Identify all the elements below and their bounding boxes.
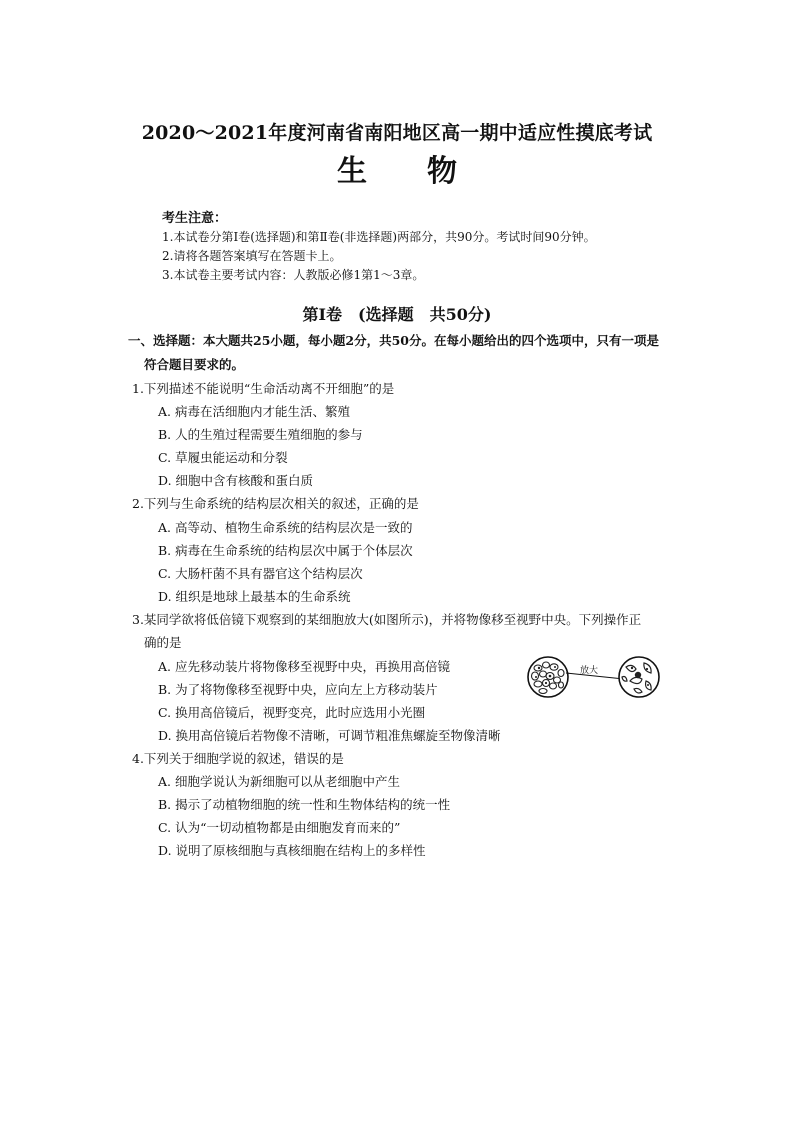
option-a: A. 病毒在活细胞内才能生活、繁殖: [158, 404, 350, 419]
option-d: D. 组织是地球上最基本的生命系统: [158, 589, 351, 604]
exam-title: 2020～2021年度河南省南阳地区高一期中适应性摸底考试: [141, 122, 653, 144]
question-stem: 3.某同学欲将低倍镜下观察到的某细胞放大(如图所示)，并将物像移至视野中央。下列操作正: [132, 612, 642, 627]
question-stem: 2.下列与生命系统的结构层次相关的叙述，正确的是: [132, 496, 419, 511]
option-c: C. 认为“一切动植物都是由细胞发育而来的”: [158, 820, 401, 835]
notice-item: 2.请将各题答案填写在答题卡上。: [162, 249, 342, 263]
low-power-field: [528, 657, 568, 697]
option-a: A. 细胞学说认为新细胞可以从老细胞中产生: [158, 774, 400, 789]
option-c: C. 换用高倍镜后，视野变亮，此时应选用小光圈: [158, 705, 426, 720]
option-a: A. 高等动、植物生命系统的结构层次是一致的: [158, 520, 413, 535]
option-b: B. 揭示了动植物细胞的统一性和生物体结构的统一性: [158, 797, 451, 812]
microscope-figure: [526, 655, 662, 699]
option-b: B. 人的生殖过程需要生殖细胞的参与: [158, 427, 363, 442]
subject-title: 生物: [337, 154, 517, 189]
option-d: D. 细胞中含有核酸和蛋白质: [158, 473, 314, 488]
notice-item: 3.本试卷主要考试内容：人教版必修1第1～3章。: [162, 268, 425, 282]
option-c: C. 大肠杆菌不具有器官这个结构层次: [158, 566, 363, 581]
option-a: A. 应先移动装片将物像移至视野中央，再换用高倍镜: [158, 659, 450, 674]
notice-item: 1.本试卷分第Ⅰ卷(选择题)和第Ⅱ卷(非选择题)两部分，共90分。考试时间90分钟。: [162, 230, 596, 244]
question-stem: 4.下列关于细胞学说的叙述，错误的是: [132, 751, 344, 766]
figure-label: 放大: [580, 666, 599, 676]
section-instruction-cont: 符合题目要求的。: [144, 357, 245, 372]
option-b: B. 病毒在生命系统的结构层次中属于个体层次: [158, 543, 413, 558]
notice-heading: 考生注意：: [162, 211, 228, 226]
section-instruction: 一、选择题：本大题共25小题，每小题2分，共50分。在每小题给出的四个选项中，只有一项是: [128, 333, 659, 348]
option-c: C. 草履虫能运动和分裂: [158, 450, 288, 465]
option-b: B. 为了将物像移至视野中央，应向左上方移动装片: [158, 682, 438, 697]
high-power-field: [619, 657, 659, 697]
section-title: 第Ⅰ卷 (选择题 共50分): [302, 305, 492, 324]
option-d: D. 说明了原核细胞与真核细胞在结构上的多样性: [158, 843, 426, 858]
option-d: D. 换用高倍镜后若物像不清晰，可调节粗准焦螺旋至物像清晰: [158, 728, 501, 743]
question-stem-cont: 确的是: [144, 635, 182, 650]
question-stem: 1.下列描述不能说明“生命活动离不开细胞”的是: [132, 381, 395, 396]
